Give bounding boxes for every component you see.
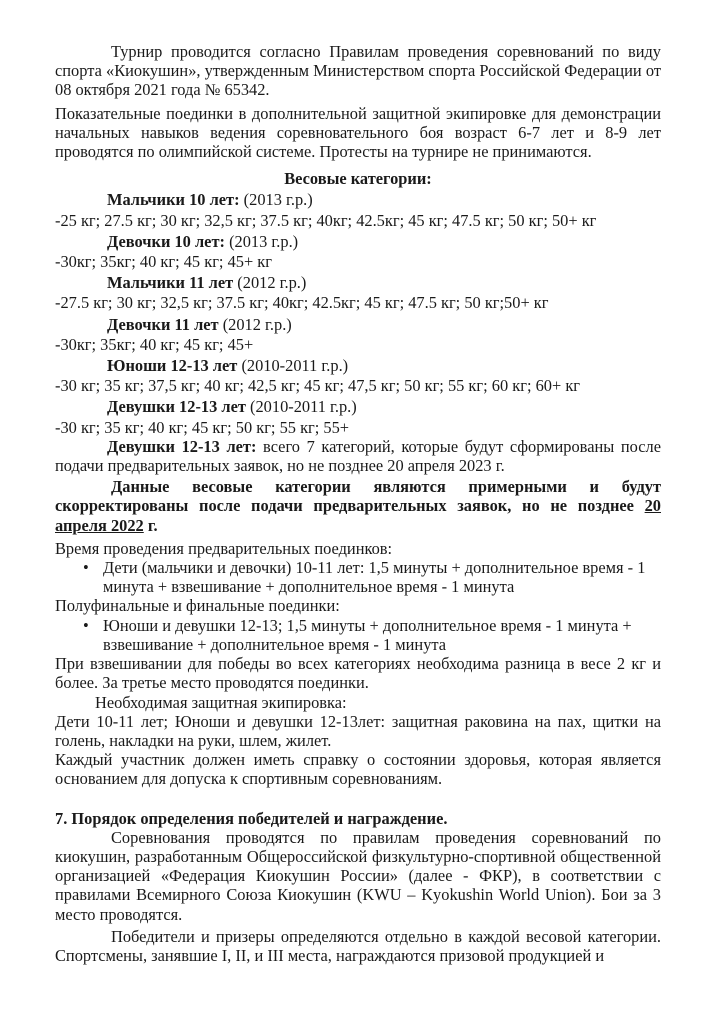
warning-deadline-date: 20 апреля 2022 [55, 496, 661, 535]
intro-paragraph-demo-bouts: Показательные поединки в дополнительной защитной экипировке для демонстрации начальных навыков ведения соревновательного боя возраст 6-7 лет и 8-9 лет проводятся по олимпийской системе. Протесты на турнире не принимаются. [55, 103, 661, 162]
prelim-bouts-title: Время проведения предварительных поединков: [55, 538, 393, 558]
equipment-title: Необходимая защитная экипировка: [95, 692, 347, 712]
final-bouts-title: Полуфинальные и финальные поединки: [55, 596, 340, 616]
weight-group-heading: Девушки 12-13 лет (2010-2011 г.р.) [107, 397, 357, 417]
section-7-title: 7. Порядок определения победителей и награждение. [55, 808, 448, 828]
list-item: • Дети (мальчики и девочки) 10-11 лет: 1,5 минуты + дополнительное время - 1 минута + взвешивание + дополнительное время - 1 минута [83, 558, 661, 596]
weight-group [55, 397, 661, 436]
weight-group-values: -30кг; 35кг; 40 кг; 45 кг; 45+ кг [55, 252, 272, 272]
weight-group-values: -25 кг; 27.5 кг; 30 кг; 32,5 кг; 37.5 кг; 40кг; 42.5кг; 45 кг; 47.5 кг; 50 кг; 50+ кг [55, 210, 597, 230]
weight-group [55, 232, 661, 271]
weight-group [55, 273, 661, 312]
health-certificate-text: Каждый участник должен иметь справку о состоянии здоровья, которая является основанием для допуска к спортивным соревнованиям. [55, 750, 661, 789]
weight-group [55, 190, 661, 229]
weighing-rule: При взвешивании для победы во всех категориях необходима разница в весе 2 кг и более. За третье место проводятся поединки. [55, 654, 661, 693]
weight-group-heading: Мальчики 11 лет (2012 г.р.) [107, 273, 307, 293]
weight-group-heading: Юноши 12-13 лет (2010-2011 г.р.) [107, 356, 349, 376]
intro-paragraph-rules: Турнир проводится согласно Правилам проведения соревнований по виду спорта «Киокушин», утвержденным Министерством спорта Российской Федерации от 08 октября 2021 года № 65342. [55, 42, 661, 100]
weight-group [55, 356, 661, 395]
weight-categories-warning: Данные весовые категории являются примерными и будут скорректированы после подачи предварительных заявок, но не позднее 20 апреля 2022 г. [55, 477, 661, 535]
weight-group-values: -30кг; 35кг; 40 кг; 45 кг; 45+ [55, 334, 254, 354]
weight-group-values: -27.5 кг; 30 кг; 32,5 кг; 37.5 кг; 40кг; 42.5кг; 45 кг; 47.5 кг; 50 кг;50+ кг [55, 293, 549, 313]
section-7-paragraph-rules: Соревнования проводятся по правилам проведения соревнований по киокушин, разработанным Общероссийской физкультурно-спортивной общественной организацией «Федерация Киокушин России» (далее - ФКР), в соответствии с правилами Всемирного Союза Киокушин (KWU – Kyokushin World Union). Бои за 3 место проводятся. [55, 827, 661, 924]
weight-group-heading: Девочки 11 лет (2012 г.р.) [107, 314, 292, 334]
weight-group-values: -30 кг; 35 кг; 40 кг; 45 кг; 50 кг; 55 кг; 55+ [55, 417, 350, 437]
prelim-bouts-list [55, 558, 661, 596]
weight-group-values: -30 кг; 35 кг; 37,5 кг; 40 кг; 42,5 кг; 45 кг; 47,5 кг; 50 кг; 55 кг; 60 кг; 60+ кг [55, 376, 581, 396]
weight-categories-title: Весовые категории: [284, 169, 432, 189]
final-bouts-list [55, 616, 661, 654]
girls-categories-note: Девушки 12-13 лет: всего 7 категорий, которые будут сформированы после подачи предварительных заявок, но не позднее 20 апреля 2023 г. [55, 436, 661, 476]
list-item: • Юноши и девушки 12-13; 1,5 минуты + дополнительное время - 1 минута + взвешивание + дополнительное время - 1 минута [83, 616, 661, 654]
weight-group-heading: Мальчики 10 лет: (2013 г.р.) [107, 190, 313, 210]
weight-group-heading: Девочки 10 лет: (2013 г.р.) [107, 231, 299, 251]
equipment-text: Дети 10-11 лет; Юноши и девушки 12-13лет: защитная раковина на пах, щитки на голень, накладки на руки, шлем, жилет. [55, 711, 661, 750]
weight-group [55, 315, 661, 354]
section-7-paragraph-winners: Победители и призеры определяются отдельно в каждой весовой категории. Спортсмены, занявшие I, II, и III места, награждаются призовой продукцией и [55, 926, 661, 965]
